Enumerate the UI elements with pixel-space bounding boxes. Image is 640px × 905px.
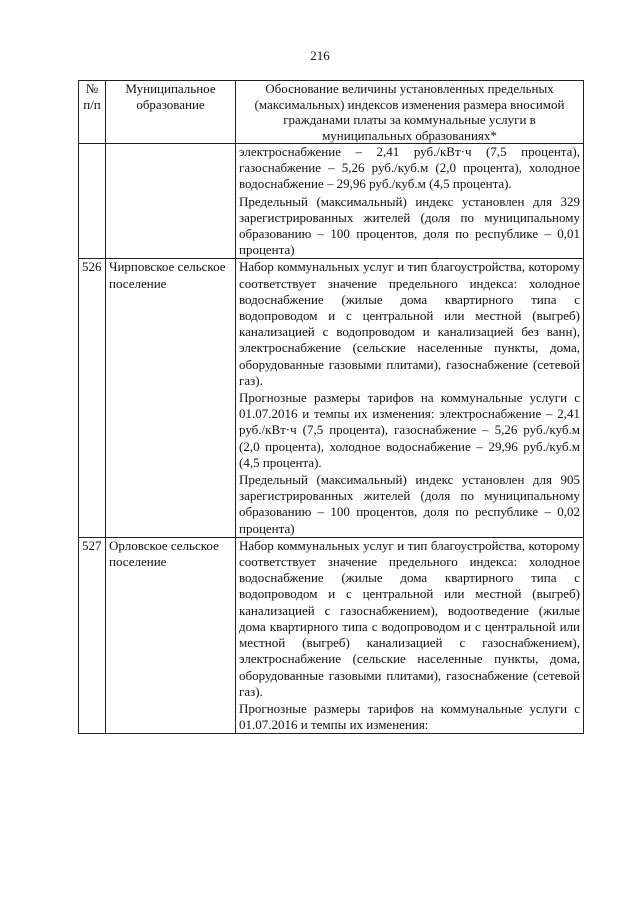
header-number: № п/п	[79, 81, 106, 144]
row-justification	[236, 259, 584, 537]
justification-paragraph: Предельный (максимальный) индекс установлен для 329 зарегистрированных жителей (доля по муниципальному образованию – 100 процентов, доля по республике – 0,01 процента)	[239, 193, 580, 258]
row-justification	[236, 144, 584, 259]
justification-paragraph: Прогнозные размеры тарифов на коммунальные услуги с 01.07.2016 и темпы их изменения:	[239, 700, 580, 733]
row-number: 526	[79, 259, 106, 537]
page-number: 216	[310, 48, 330, 63]
table-header-row	[79, 81, 584, 144]
justification-paragraph: электроснабжение – 2,41 руб./кВт·ч (7,5 процента), газоснабжение – 5,26 руб./куб.м (2,0 процента), холодное водоснабжение – 29,96 руб./куб.м (4,5 процента).	[239, 144, 580, 192]
row-municipality: Орловское сельское поселение	[106, 537, 236, 733]
row-number	[79, 144, 106, 259]
justification-paragraph: Прогнозные размеры тарифов на коммунальные услуги с 01.07.2016 и темпы их изменения: электроснабжение – 2,41 руб./кВт·ч (7,5 процента), газоснабжение – 5,26 руб./куб.м (2,0 процента), холодное водоснабжение – 29,96 руб./куб.м (4,5 процента).	[239, 390, 580, 470]
justification-paragraph: Набор коммунальных услуг и тип благоустройства, которому соответствует значение предельного индекса: холодное водоснабжение (жилые дома квартирного типа с водопроводом и с центральной или местной (выгреб) канализацией с водопроводом и канализацией без ванн), электроснабжение (сельские населенные пункты, дома, оборудованные газовыми плитами), газоснабжение (сетевой газ).	[239, 259, 580, 388]
municipal-index-table	[78, 80, 584, 734]
justification-paragraph: Предельный (максимальный) индекс установлен для 905 зарегистрированных жителей (доля по муниципальному образованию – 100 процентов, доля по республике – 0,02 процента)	[239, 472, 580, 536]
row-municipality: Чирповское сельское поселение	[106, 259, 236, 537]
row-number: 527	[79, 537, 106, 733]
row-justification	[236, 537, 584, 733]
row-municipality	[106, 144, 236, 259]
table-row	[79, 144, 584, 259]
header-justification: Обоснование величины установленных предельных (максимальных) индексов изменения размера вносимой гражданами платы за коммунальные услуги в муниципальных образованиях*	[236, 81, 584, 144]
table-row	[79, 537, 584, 733]
header-municipality: Муниципальное образование	[106, 81, 236, 144]
table-row	[79, 259, 584, 537]
justification-paragraph: Набор коммунальных услуг и тип благоустройства, которому соответствует значение предельного индекса: холодное водоснабжение (жилые дома квартирного типа с водопроводом и с центральной или местной (выгреб) канализацией с газоснабжением), водоотведение (жилые дома квартирного типа с водопроводом и с центральной или местной (выгреб) канализацией с газоснабжением), электроснабжение (сельские населенные пункты, дома, оборудованные газовыми плитами), газоснабжение (сетевой газ).	[239, 537, 580, 699]
